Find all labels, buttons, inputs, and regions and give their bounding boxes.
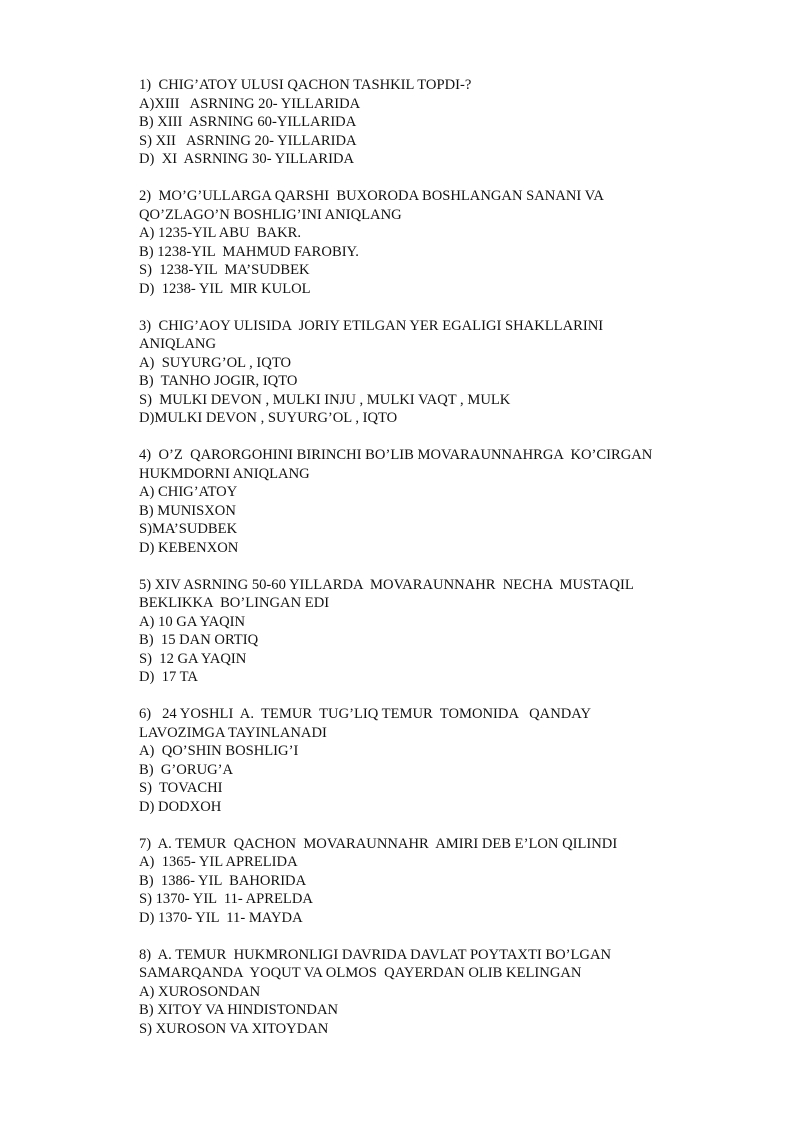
question-text: 3) CHIG’AOY ULISIDA JORIY ETILGAN YER EGALIGI SHAKLLARINI ANIQLANG xyxy=(139,317,604,352)
option-b: B) TANHO JOGIR, IQTO xyxy=(139,373,298,389)
question-7 xyxy=(139,835,739,928)
option-d: D) 1370- YIL 11- MAYDA xyxy=(139,909,303,926)
option-d: D) 1238- YIL MIR KULOL xyxy=(139,280,311,297)
question-text: 6) 24 YOSHLI A. TEMUR TUG’LIQ TEMUR TOMONIDA QANDAY LAVOZIMGA TAYINLANADI xyxy=(139,706,592,741)
option-b: B) 1238-YIL MAHMUD FAROBIY. xyxy=(139,243,359,260)
option-a: A) XUROSONDAN xyxy=(139,983,261,1000)
question-text: 5) XIV ASRNING 50-60 YILLARDA MOVARAUNNAHR NECHA MUSTAQIL BEKLIKKA BO’LINGAN EDI xyxy=(139,576,634,611)
document-page xyxy=(139,76,739,1057)
question-4 xyxy=(139,446,739,557)
question-6 xyxy=(139,705,739,816)
option-a: A)XIII ASRNING 20- YILLARIDA xyxy=(139,95,361,112)
option-a: A) 1365- YIL APRELIDA xyxy=(139,854,298,870)
option-s: S) XUROSON VA XITOYDAN xyxy=(139,1020,329,1037)
option-a: A) SUYURG’OL , IQTO xyxy=(139,354,292,371)
option-s: S) MULKI DEVON , MULKI INJU , MULKI VAQT , MULK xyxy=(139,391,511,408)
option-s: S) 12 GA YAQIN xyxy=(139,650,247,667)
question-5 xyxy=(139,576,739,687)
option-s: S) XII ASRNING 20- YILLARIDA xyxy=(139,132,357,149)
question-8 xyxy=(139,946,739,1039)
option-a: A) QO’SHIN BOSHLIG’I xyxy=(139,743,299,759)
question-text: 2) MO’G’ULLARGA QARSHI BUXORODA BOSHLANGAN SANANI VA QO’ZLAGO’N BOSHLIG’INI ANIQLANG xyxy=(139,188,604,223)
option-d: D) XI ASRNING 30- YILLARIDA xyxy=(139,151,355,167)
question-text: 4) O’Z QARORGOHINI BIRINCHI BO’LIB MOVARAUNNAHRGA KO’CIRGAN HUKMDORNI ANIQLANG xyxy=(139,447,653,482)
option-d: D) 17 TA xyxy=(139,669,198,685)
option-d: D) DODXOH xyxy=(139,798,222,815)
option-d: D)MULKI DEVON , SUYURG’OL , IQTO xyxy=(139,410,398,426)
option-b: B) 1386- YIL BAHORIDA xyxy=(139,872,307,889)
question-2 xyxy=(139,187,739,298)
option-b: B) 15 DAN ORTIQ xyxy=(139,632,259,648)
option-a: A) 1235-YIL ABU BAKR. xyxy=(139,225,302,241)
question-3 xyxy=(139,317,739,428)
option-b: B) XITOY VA HINDISTONDAN xyxy=(139,1002,339,1018)
question-text: 8) A. TEMUR HUKMRONLIGI DAVRIDA DAVLAT POYTAXTI BO’LGAN SAMARQANDA YOQUT VA OLMOS QAYERDAN OLIB KELINGAN xyxy=(139,946,612,981)
option-a: A) 10 GA YAQIN xyxy=(139,613,246,630)
option-a: A) CHIG’ATOY xyxy=(139,484,238,500)
question-text: 1) CHIG’ATOY ULUSI QACHON TASHKIL TOPDI-? xyxy=(139,77,472,93)
option-s: S)MA’SUDBEK xyxy=(139,521,238,537)
question-1 xyxy=(139,76,739,169)
option-b: B) MUNISXON xyxy=(139,502,236,519)
option-d: D) KEBENXON xyxy=(139,539,239,556)
option-s: S) 1370- YIL 11- APRELDA xyxy=(139,891,313,907)
option-s: S) TOVACHI xyxy=(139,780,223,796)
option-s: S) 1238-YIL MA’SUDBEK xyxy=(139,262,310,278)
option-b: B) G’ORUG’A xyxy=(139,761,234,778)
question-text: 7) A. TEMUR QACHON MOVARAUNNAHR AMIRI DEB E’LON QILINDI xyxy=(139,835,618,852)
option-b: B) XIII ASRNING 60-YILLARIDA xyxy=(139,114,357,130)
